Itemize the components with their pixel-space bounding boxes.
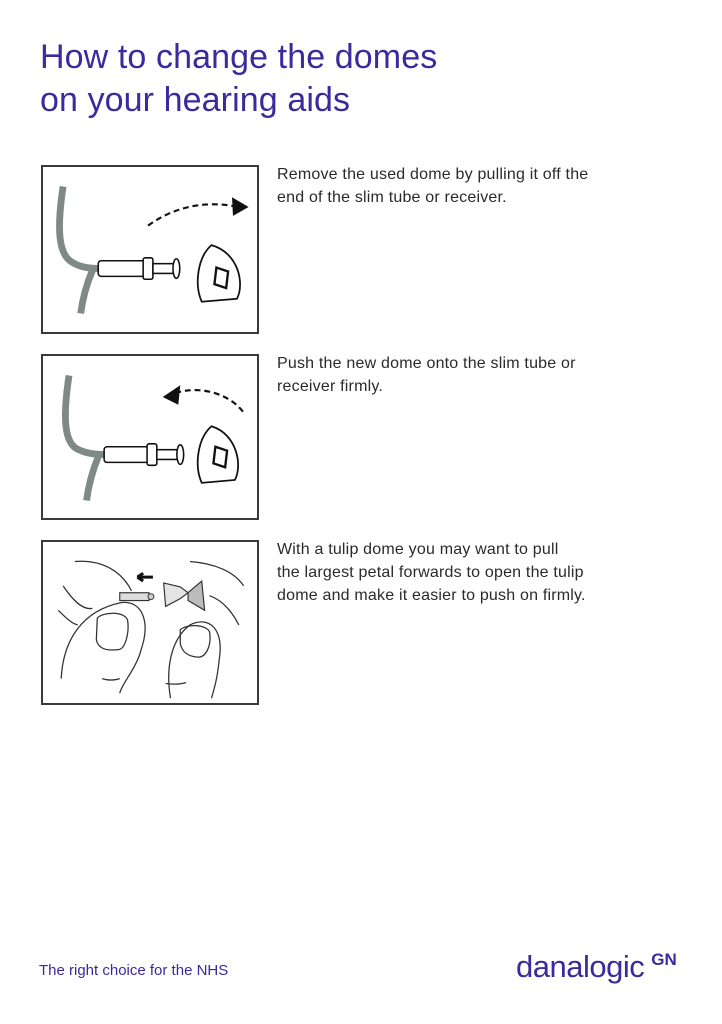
push-dome-icon: [43, 356, 257, 518]
page-title: [40, 36, 437, 122]
title-line-1: How to change the domes: [40, 38, 438, 76]
logo-gn-mark: GN: [651, 950, 677, 969]
danalogic-gn-logo: [516, 949, 677, 985]
step-2-instruction: [277, 352, 667, 398]
step-3-instruction: [277, 538, 667, 607]
step-1-line-1: Remove the used dome by pulling it off the: [277, 166, 589, 183]
push-dome-illustration: [41, 354, 259, 520]
step-2-line-2: receiver firmly.: [277, 378, 384, 395]
step-3-line-1: With a tulip dome you may want to pull: [277, 541, 559, 558]
step-1-line-2: end of the slim tube or receiver.: [277, 189, 507, 206]
step-3-line-2: the largest petal forwards to open the tulip: [277, 564, 584, 581]
fingers-tulip-dome-icon: [43, 542, 257, 703]
step-1-instruction: [277, 163, 667, 209]
footer-tagline: The right choice for the NHS: [39, 962, 229, 979]
title-line-2: on your hearing aids: [40, 81, 351, 119]
remove-dome-illustration: [41, 165, 259, 334]
step-2-line-1: Push the new dome onto the slim tube or: [277, 355, 576, 372]
tulip-dome-illustration: [41, 540, 259, 705]
remove-dome-icon: [43, 167, 257, 332]
logo-wordmark: danalogic: [516, 949, 645, 984]
step-3-line-3: dome and make it easier to push on firmly.: [277, 587, 586, 604]
